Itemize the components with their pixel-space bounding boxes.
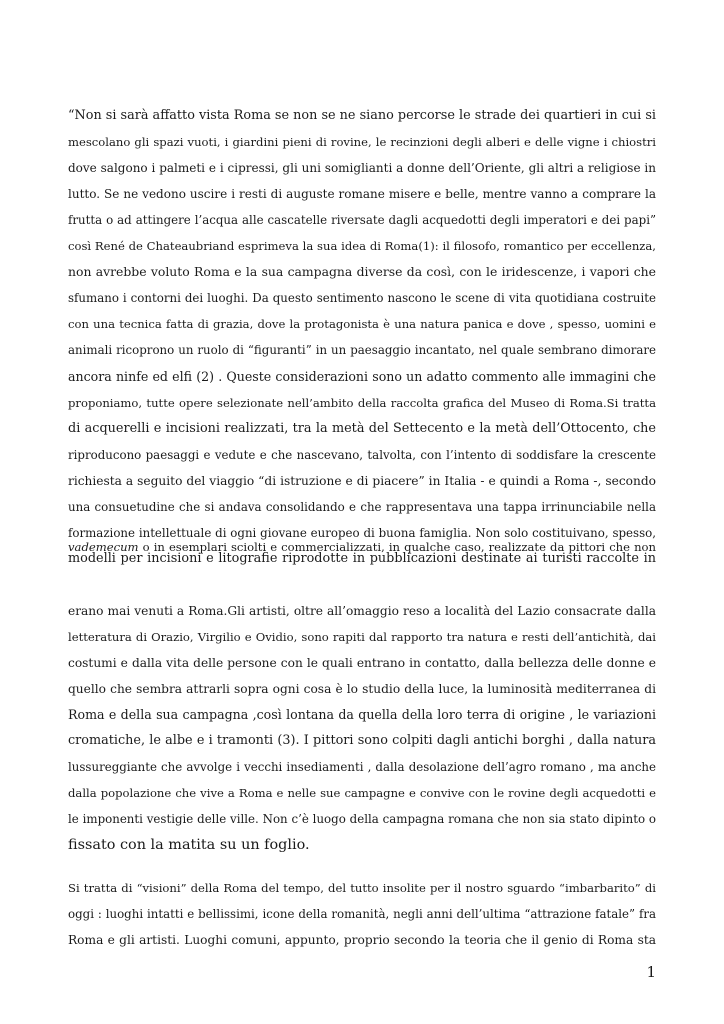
paragraph-line: costumi e dalla vita delle persone con le quali entrano in contatto, dalla bellezza delle donne e [68, 656, 656, 671]
paragraph-line: formazione intellettuale di ogni giovane europeo di buona famiglia. Non solo costituivano, spesso, [68, 525, 656, 540]
paragraph-line: mescolano gli spazi vuoti, i giardini pieni di rovine, le recinzioni degli alberi e delle vigne i chiostri [68, 135, 656, 150]
paragraph-line: proponiamo, tutte opere selezionate nell’ambito della raccolta grafica del Museo di Roma.Si tratta [68, 395, 656, 410]
paragraph-line: erano mai venuti a Roma.Gli artisti, oltre all’omaggio reso a località del Lazio consacrate dalla [68, 603, 656, 618]
paragraph-line: oggi : luoghi intatti e bellissimi, icone della romanità, negli anni dell’ultima “attrazione fatale” fra [68, 907, 656, 922]
paragraph-line: lussureggiante che avvolge i vecchi insediamenti , dalla desolazione dell’agro romano , ma anche [68, 760, 656, 775]
paragraph-line: dove salgono i palmeti e i cipressi, gli uni somiglianti a donne dell’Oriente, gli altri a religiose in [68, 161, 656, 176]
paragraph-line: di acquerelli e incisioni realizzati, tra la metà del Settecento e la metà dell’Ottocento, che [68, 420, 656, 436]
paragraph-line: così René de Chateaubriand esprimeva la sua idea di Roma(1): il filosofo, romantico per eccellenza, [68, 239, 656, 254]
paragraph-line: riproducono paesaggi e vedute e che nascevano, talvolta, con l’intento di soddisfare la crescente [68, 447, 656, 462]
paragraph-line: dalla popolazione che vive a Roma e nelle sue campagne e convive con le rovine degli acquedotti e [68, 786, 656, 801]
paragraph-line: lutto. Se ne vedono uscire i resti di auguste romane misere e belle, mentre vanno a comprare la [68, 187, 656, 202]
paragraph-line: Roma e gli artisti. Luoghi comuni, appunto, proprio secondo la teoria che il genio di Roma sta [68, 933, 656, 948]
paragraph-line: animali ricoprono un ruolo di “figuranti” in un paesaggio incantato, nel quale sembrano dimorare [68, 343, 656, 358]
paragraph-line: cromatiche, le albe e i tramonti (3). I pittori sono colpiti dagli antichi borghi , dalla natura [68, 733, 656, 749]
paragraph-line: richiesta a seguito del viaggio “di istruzione e di piacere” in Italia - e quindi a Roma -, secondo [68, 473, 656, 488]
paragraph-line: modelli per incisioni e litografie riprodotte in pubblicazioni destinate ai turisti raccolte in [68, 550, 656, 566]
paragraph-line: letteratura di Orazio, Virgilio e Ovidio, sono rapiti dal rapporto tra natura e resti dell’antichità, dai [68, 630, 656, 644]
paragraph-line: frutta o ad attingere l’acqua alle cascatelle riversate dagli acquedotti degli imperatori e dei papi” [68, 213, 656, 228]
line-text: o in esemplari sciolti e commercializzati, in qualche caso, realizzate da pittori che non [138, 540, 656, 554]
paragraph-line: non avrebbe voluto Roma e la sua campagna diverse da così, con le iridescenze, i vapori che [68, 264, 656, 280]
page-number: 1 [646, 963, 656, 981]
italic-term: vademecum [68, 540, 139, 554]
paragraph-line: quello che sembra attrarli sopra ogni cosa è lo studio della luce, la luminosità mediterranea di [68, 682, 656, 697]
paragraph-line [68, 538, 656, 556]
paragraph-line: fissato con la matita su un foglio. [68, 837, 310, 854]
paragraph-line: ancora ninfe ed elfi (2) . Queste considerazioni sono un adatto commento alle immagini che [68, 368, 656, 384]
paragraph-line: le imponenti vestigie delle ville. Non c’è luogo della campagna romana che non sia stato dipinto o [68, 812, 656, 827]
paragraph-line: sfumano i contorni dei luoghi. Da questo sentimento nascono le scene di vita quotidiana costruite [68, 291, 656, 306]
paragraph-line: “Non si sarà affatto vista Roma se non se ne siano percorse le strade dei quartieri in cui si [68, 108, 656, 123]
paragraph-line: Si tratta di “visioni” della Roma del tempo, del tutto insolite per il nostro sguardo “imbarbarito” di [68, 881, 656, 895]
paragraph-line: una consuetudine che si andava consolidando e che rappresentava una tappa irrinunciabile nella [68, 499, 656, 514]
paragraph-line: Roma e della sua campagna ,così lontana da quella della loro terra di origine , le variazioni [68, 707, 656, 723]
paragraph-line: con una tecnica fatta di grazia, dove la protagonista è una natura panica e dove , spesso, uomini e [68, 317, 656, 332]
